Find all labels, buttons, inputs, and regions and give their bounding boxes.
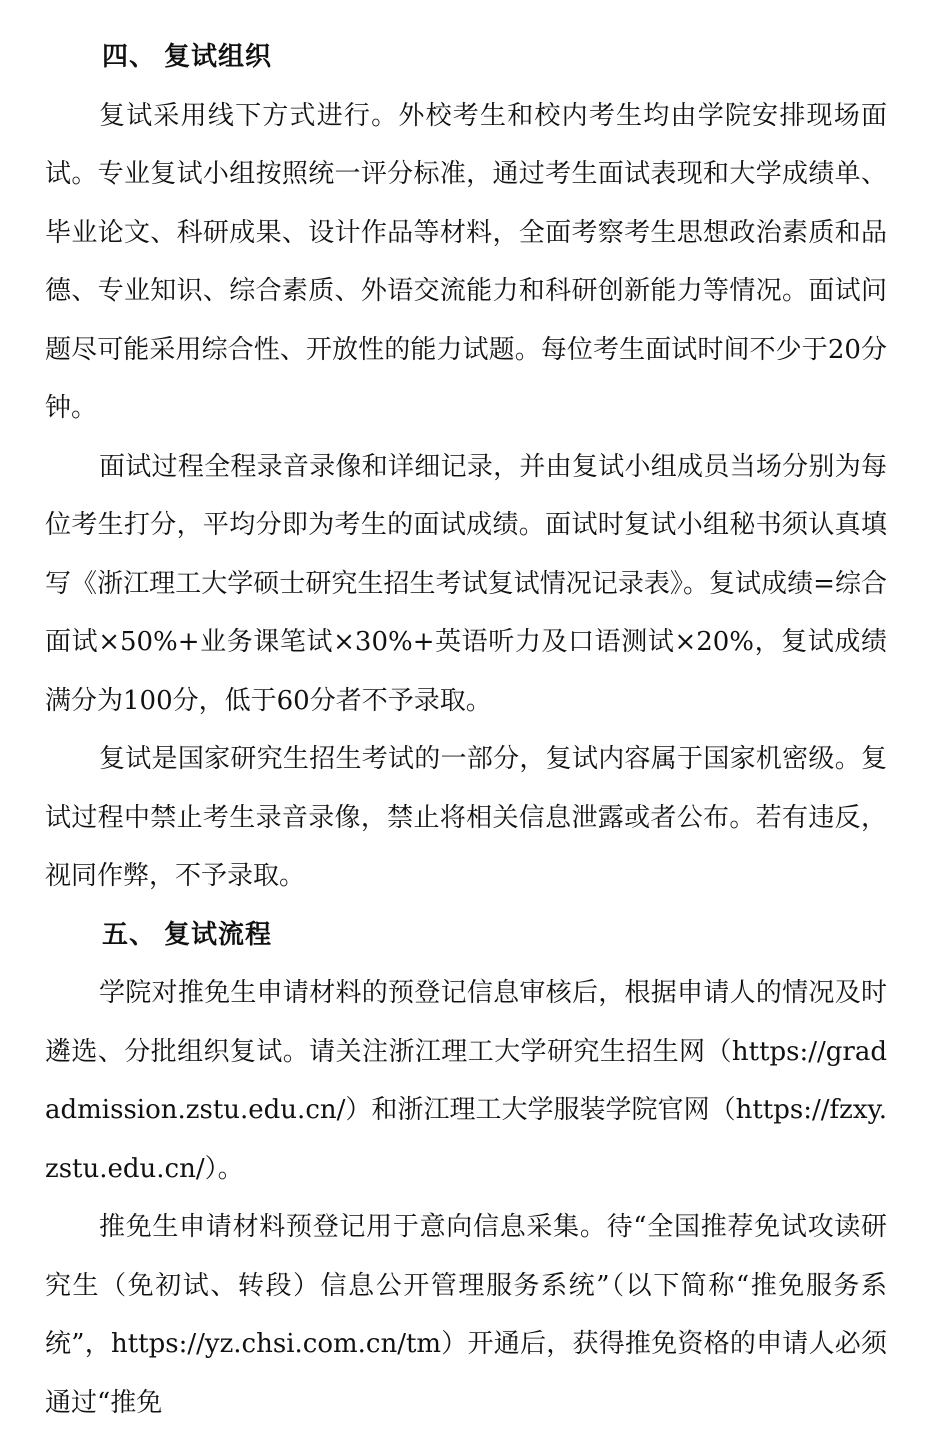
paragraph: 复试采用线下方式进行。外校考生和校内考生均由学院安排现场面试。专业复试小组按照统一评分标准，通过考生面试表现和大学成绩单、毕业论文、科研成果、设计作品等材料，全面考察考生思想政治素质和品德、专业知识、综合素质、外语交流能力和科研创新能力等情况。面试问题尽可能采用综合性、开放性的能力试题。每位考生面试时间不少于20分钟。 [45, 100, 887, 423]
section-heading-4 [45, 28, 887, 87]
section-title: 复试组织 [164, 42, 273, 72]
document-page [45, 28, 887, 1432]
section-number: 四、 [102, 42, 157, 72]
paragraph: 推免生申请材料预登记用于意向信息采集。待“全国推荐免试攻读研究生（免初试、转段）信息公开管理服务系统”（以下简称“推免服务系统”，https://yz.chsi.com.cn/tm）开通后，获得推免资格的申请人必须通过“推免 [45, 1212, 887, 1418]
paragraph: 复试是国家研究生招生考试的一部分，复试内容属于国家机密级。复试过程中禁止考生录音录像，禁止将相关信息泄露或者公布。若有违反，视同作弊，不予录取。 [45, 744, 887, 891]
section-number: 五、 [102, 919, 157, 950]
paragraph: 学院对推免生申请材料的预登记信息审核后，根据申请人的情况及时遴选、分批组织复试。请关注浙江理工大学研究生招生网（https://gradadmission.zstu.edu.cn/）和浙江理工大学服装学院官网（https://fzxy.zstu.edu.cn/）。 [45, 978, 887, 1184]
section-title: 复试流程 [164, 919, 273, 950]
paragraph: 面试过程全程录音录像和详细记录，并由复试小组成员当场分别为每位考生打分，平均分即为考生的面试成绩。面试时复试小组秘书须认真填写《浙江理工大学硕士研究生招生考试复试情况记录表》。复试成绩=综合面试×50%+业务课笔试×30%+英语听力及口语测试×20%，复试成绩满分为100分，低于60分者不予录取。 [45, 451, 887, 716]
section-heading-5 [45, 906, 887, 965]
